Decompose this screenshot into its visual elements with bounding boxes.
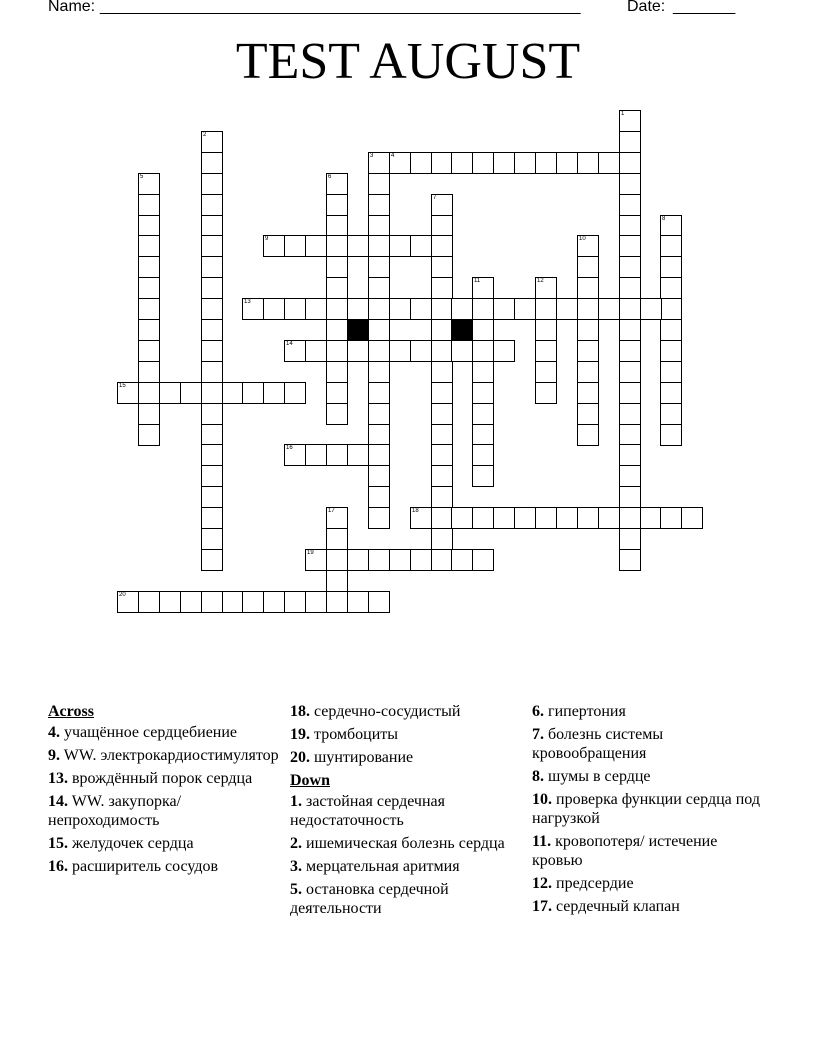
grid-cell[interactable]: [117, 382, 139, 404]
clues-column-1: [48, 702, 280, 880]
grid-cell[interactable]: [493, 340, 515, 362]
name-field[interactable]: ______________________________________________________: [100, 0, 581, 15]
down-heading: Down: [290, 772, 331, 789]
grid-cell[interactable]: [619, 361, 641, 383]
cell-number: 5: [140, 174, 144, 180]
across-clue-13: 13. врождённый порок сердца: [48, 770, 253, 787]
grid-cell[interactable]: [368, 298, 390, 320]
cell-number: 10: [579, 236, 586, 242]
grid-cell[interactable]: [138, 194, 160, 216]
grid-cell[interactable]: [180, 591, 202, 613]
cell-number: 7: [433, 195, 437, 201]
grid-cell[interactable]: [138, 340, 160, 362]
grid-cell[interactable]: [284, 591, 306, 613]
grid-cell[interactable]: [660, 298, 682, 320]
grid-cell[interactable]: [493, 152, 515, 174]
grid-cell[interactable]: [472, 507, 494, 529]
grid-cell[interactable]: [660, 235, 682, 257]
grid-cell[interactable]: [326, 340, 348, 362]
grid-cell[interactable]: [368, 361, 390, 383]
down-clue-2: 2. ишемическая болезнь сердца: [290, 835, 505, 852]
grid-cell[interactable]: [619, 215, 641, 237]
grid-cell[interactable]: [159, 591, 181, 613]
cell-number: 19: [307, 550, 314, 556]
across-clue-16: 16. расширитель сосудов: [48, 858, 219, 875]
grid-cell[interactable]: [598, 298, 620, 320]
grid-cell[interactable]: [660, 319, 682, 341]
grid-cell[interactable]: [535, 340, 557, 362]
grid-cell[interactable]: [619, 486, 641, 508]
grid-cell[interactable]: [619, 277, 641, 299]
grid-cell[interactable]: [201, 131, 223, 153]
grid-cell[interactable]: [138, 215, 160, 237]
down-clue-5: 5. остановка сердечной деятельности: [290, 881, 449, 917]
down-clue-7: 7. болезнь системы кровообращения: [532, 726, 664, 762]
grid-cell[interactable]: [368, 152, 390, 174]
grid-cell[interactable]: [577, 235, 599, 257]
grid-cell[interactable]: [368, 591, 390, 613]
grid-cell[interactable]: [619, 340, 641, 362]
cell-number: 17: [328, 508, 335, 514]
grid-cell[interactable]: [347, 298, 369, 320]
grid-cell[interactable]: [535, 152, 557, 174]
grid-cell[interactable]: [577, 361, 599, 383]
grid-cell[interactable]: [493, 507, 515, 529]
grid-cell[interactable]: [368, 194, 390, 216]
grid-cell[interactable]: [451, 298, 473, 320]
down-clue-11: 11. кровопотеря/ истечение кровью: [532, 833, 718, 869]
grid-cell[interactable]: [556, 152, 578, 174]
grid-cell[interactable]: [598, 152, 620, 174]
grid-cell[interactable]: [410, 152, 432, 174]
grid-cell[interactable]: [389, 152, 411, 174]
grid-cell[interactable]: [535, 298, 557, 320]
grid-cell[interactable]: [660, 215, 682, 237]
grid-cell[interactable]: [431, 465, 453, 487]
clues-column-2: [290, 702, 522, 922]
grid-cell[interactable]: [326, 256, 348, 278]
grid-cell[interactable]: [326, 235, 348, 257]
grid-cell[interactable]: [451, 507, 473, 529]
grid-cell[interactable]: [389, 549, 411, 571]
down-clue-12: 12. предсердие: [532, 875, 634, 892]
grid-cell[interactable]: [660, 340, 682, 362]
grid-cell[interactable]: [201, 444, 223, 466]
grid-cell[interactable]: [201, 549, 223, 571]
across-clue-18: 18. сердечно-сосудистый: [290, 703, 461, 720]
grid-cell[interactable]: [660, 277, 682, 299]
grid-cell[interactable]: [138, 591, 160, 613]
cell-number: 3: [370, 153, 374, 159]
grid-cell[interactable]: [619, 298, 641, 320]
cell-number: 12: [537, 278, 544, 284]
grid-cell[interactable]: [431, 235, 453, 257]
down-clue-3: 3. мерцательная аритмия: [290, 858, 460, 875]
grid-cell[interactable]: [284, 444, 306, 466]
grid-cell[interactable]: [138, 298, 160, 320]
cell-number: 14: [286, 341, 293, 347]
grid-cell[interactable]: [410, 549, 432, 571]
grid-cell[interactable]: [535, 361, 557, 383]
cell-number: 8: [662, 216, 666, 222]
down-clue-8: 8. шумы в сердце: [532, 768, 651, 785]
grid-cell[interactable]: [368, 215, 390, 237]
grid-cell[interactable]: [242, 382, 264, 404]
cell-number: 1: [621, 111, 625, 117]
grid-cell[interactable]: [431, 277, 453, 299]
grid-cell[interactable]: [619, 319, 641, 341]
grid-cell[interactable]: [368, 382, 390, 404]
grid-cell[interactable]: [577, 403, 599, 425]
grid-cell[interactable]: [535, 507, 557, 529]
grid-cell[interactable]: [201, 361, 223, 383]
across-clue-20: 20. шунтирование: [290, 749, 414, 766]
grid-cell[interactable]: [472, 340, 494, 362]
name-label: Name:: [48, 0, 96, 15]
grid-cell[interactable]: [472, 277, 494, 299]
grid-cell[interactable]: [514, 507, 536, 529]
grid-cell[interactable]: [619, 131, 641, 153]
grid-cell[interactable]: [431, 382, 453, 404]
grid-cell[interactable]: [263, 591, 285, 613]
grid-cell[interactable]: [138, 256, 160, 278]
black-square: [451, 319, 473, 341]
grid-cell[interactable]: [201, 215, 223, 237]
grid-cell[interactable]: [472, 382, 494, 404]
grid-cell[interactable]: [619, 152, 641, 174]
grid-cell[interactable]: [326, 298, 348, 320]
grid-cell[interactable]: [389, 340, 411, 362]
grid-cell[interactable]: [138, 403, 160, 425]
grid-cell[interactable]: [201, 486, 223, 508]
grid-cell[interactable]: [201, 591, 223, 613]
grid-cell[interactable]: [556, 298, 578, 320]
grid-cell[interactable]: [368, 424, 390, 446]
cell-number: 2: [203, 132, 207, 138]
grid-cell[interactable]: [368, 465, 390, 487]
grid-cell[interactable]: [472, 298, 494, 320]
grid-cell[interactable]: [431, 403, 453, 425]
grid-cell[interactable]: [242, 591, 264, 613]
grid-cell[interactable]: [619, 403, 641, 425]
grid-cell[interactable]: [535, 277, 557, 299]
grid-cell[interactable]: [472, 549, 494, 571]
grid-cell[interactable]: [431, 298, 453, 320]
grid-cell[interactable]: [284, 340, 306, 362]
grid-cell[interactable]: [368, 173, 390, 195]
grid-cell[interactable]: [117, 591, 139, 613]
grid-cell[interactable]: [619, 444, 641, 466]
grid-cell[interactable]: [556, 507, 578, 529]
grid-cell[interactable]: [431, 444, 453, 466]
grid-cell[interactable]: [389, 298, 411, 320]
grid-cell[interactable]: [326, 403, 348, 425]
grid-cell[interactable]: [201, 319, 223, 341]
grid-cell[interactable]: [660, 361, 682, 383]
across-clue-14: 14. WW. закупорка/непроходимость: [48, 793, 182, 829]
grid-cell[interactable]: [201, 256, 223, 278]
grid-cell[interactable]: [368, 256, 390, 278]
grid-cell[interactable]: [284, 298, 306, 320]
grid-cell[interactable]: [577, 152, 599, 174]
grid-cell[interactable]: [619, 424, 641, 446]
grid-cell[interactable]: [138, 235, 160, 257]
grid-cell[interactable]: [619, 110, 641, 132]
grid-cell[interactable]: [368, 277, 390, 299]
cell-number: 6: [328, 174, 332, 180]
grid-cell[interactable]: [201, 465, 223, 487]
grid-cell[interactable]: [619, 507, 641, 529]
grid-cell[interactable]: [619, 256, 641, 278]
grid-cell[interactable]: [472, 465, 494, 487]
down-clue-10: 10. проверка функции сердца под нагрузкой: [532, 791, 760, 827]
grid-cell[interactable]: [326, 194, 348, 216]
grid-cell[interactable]: [535, 319, 557, 341]
grid-cell[interactable]: [368, 507, 390, 529]
cell-number: 4: [391, 153, 395, 159]
grid-cell[interactable]: [472, 361, 494, 383]
grid-cell[interactable]: [431, 507, 453, 529]
across-clue-9: 9. WW. электрокардиостимулятор: [48, 747, 279, 764]
grid-cell[interactable]: [619, 194, 641, 216]
grid-cell[interactable]: [577, 507, 599, 529]
grid-cell[interactable]: [451, 340, 473, 362]
grid-cell[interactable]: [326, 319, 348, 341]
grid-cell[interactable]: [305, 591, 327, 613]
grid-cell[interactable]: [305, 549, 327, 571]
grid-cell[interactable]: [660, 256, 682, 278]
across-heading: Across: [48, 703, 94, 720]
grid-cell[interactable]: [347, 444, 369, 466]
cell-number: 13: [244, 299, 251, 305]
grid-cell[interactable]: [619, 382, 641, 404]
grid-cell[interactable]: [640, 507, 662, 529]
grid-cell[interactable]: [660, 507, 682, 529]
grid-cell[interactable]: [326, 549, 348, 571]
down-clue-17: 17. сердечный клапан: [532, 898, 680, 915]
grid-cell[interactable]: [222, 382, 244, 404]
grid-cell[interactable]: [410, 340, 432, 362]
grid-cell[interactable]: [472, 152, 494, 174]
grid-cell[interactable]: [326, 361, 348, 383]
grid-cell[interactable]: [368, 444, 390, 466]
grid-cell[interactable]: [598, 507, 620, 529]
grid-cell[interactable]: [577, 319, 599, 341]
grid-cell[interactable]: [514, 298, 536, 320]
cell-number: 20: [119, 592, 126, 598]
grid-cell[interactable]: [410, 298, 432, 320]
page-title: TEST AUGUST: [235, 33, 581, 90]
grid-cell[interactable]: [577, 340, 599, 362]
grid-cell[interactable]: [451, 152, 473, 174]
grid-cell[interactable]: [263, 298, 285, 320]
grid-cell[interactable]: [159, 382, 181, 404]
grid-cell[interactable]: [201, 403, 223, 425]
across-clue-19: 19. тромбоциты: [290, 726, 399, 743]
grid-cell[interactable]: [472, 424, 494, 446]
grid-cell[interactable]: [201, 507, 223, 529]
grid-cell[interactable]: [138, 382, 160, 404]
grid-cell[interactable]: [368, 403, 390, 425]
grid-cell[interactable]: [284, 235, 306, 257]
grid-cell[interactable]: [451, 549, 473, 571]
grid-cell[interactable]: [619, 235, 641, 257]
grid-cell[interactable]: [305, 235, 327, 257]
grid-cell[interactable]: [222, 591, 244, 613]
grid-cell[interactable]: [431, 215, 453, 237]
grid-cell[interactable]: [431, 528, 453, 550]
grid-cell[interactable]: [619, 465, 641, 487]
grid-cell[interactable]: [201, 152, 223, 174]
black-square: [347, 319, 369, 341]
grid-cell[interactable]: [431, 361, 453, 383]
down-clue-1: 1. застойная сердечная недостаточность: [290, 793, 445, 829]
grid-cell[interactable]: [577, 382, 599, 404]
grid-cell[interactable]: [326, 528, 348, 550]
cell-number: 18: [412, 508, 419, 514]
grid-cell[interactable]: [410, 235, 432, 257]
grid-cell[interactable]: [326, 444, 348, 466]
grid-cell[interactable]: [431, 319, 453, 341]
cell-number: 15: [119, 383, 126, 389]
grid-cell[interactable]: [472, 403, 494, 425]
grid-cell[interactable]: [347, 591, 369, 613]
grid-cell[interactable]: [431, 340, 453, 362]
grid-cell[interactable]: [201, 424, 223, 446]
grid-cell[interactable]: [201, 173, 223, 195]
grid-cell[interactable]: [284, 382, 306, 404]
grid-cell[interactable]: [431, 256, 453, 278]
grid-cell[interactable]: [619, 173, 641, 195]
grid-cell[interactable]: [242, 298, 264, 320]
grid-cell[interactable]: [305, 298, 327, 320]
grid-cell[interactable]: [410, 507, 432, 529]
grid-cell[interactable]: [619, 549, 641, 571]
grid-cell[interactable]: [201, 528, 223, 550]
grid-cell[interactable]: [431, 194, 453, 216]
grid-cell[interactable]: [201, 340, 223, 362]
grid-cell[interactable]: [138, 361, 160, 383]
across-clue-4: 4. учащённое сердцебиение: [48, 724, 238, 741]
grid-cell[interactable]: [577, 424, 599, 446]
grid-cell[interactable]: [326, 591, 348, 613]
grid-cell[interactable]: [138, 424, 160, 446]
grid-cell[interactable]: [389, 235, 411, 257]
grid-cell[interactable]: [326, 215, 348, 237]
grid-cell[interactable]: [347, 340, 369, 362]
grid-cell[interactable]: [201, 235, 223, 257]
grid-cell[interactable]: [201, 194, 223, 216]
grid-cell[interactable]: [263, 382, 285, 404]
grid-cell[interactable]: [431, 152, 453, 174]
grid-cell[interactable]: [577, 298, 599, 320]
grid-cell[interactable]: [368, 235, 390, 257]
grid-cell[interactable]: [431, 486, 453, 508]
grid-cell[interactable]: [138, 319, 160, 341]
grid-cell[interactable]: [368, 340, 390, 362]
grid-cell[interactable]: [326, 277, 348, 299]
grid-cell[interactable]: [305, 444, 327, 466]
grid-cell[interactable]: [326, 570, 348, 592]
grid-cell[interactable]: [138, 277, 160, 299]
grid-cell[interactable]: [368, 486, 390, 508]
cell-number: 11: [474, 278, 481, 284]
grid-cell[interactable]: [681, 507, 703, 529]
grid-cell[interactable]: [138, 173, 160, 195]
grid-cell[interactable]: [493, 298, 515, 320]
grid-cell[interactable]: [263, 235, 285, 257]
grid-cell[interactable]: [305, 340, 327, 362]
grid-cell[interactable]: [514, 152, 536, 174]
grid-cell[interactable]: [368, 549, 390, 571]
grid-cell[interactable]: [201, 277, 223, 299]
grid-cell[interactable]: [619, 528, 641, 550]
grid-cell[interactable]: [326, 173, 348, 195]
cell-number: 16: [286, 445, 293, 451]
grid-cell[interactable]: [660, 403, 682, 425]
grid-cell[interactable]: [660, 424, 682, 446]
down-clue-6: 6. гипертония: [532, 703, 626, 720]
grid-cell[interactable]: [201, 382, 223, 404]
grid-cell[interactable]: [347, 235, 369, 257]
grid-cell[interactable]: [535, 382, 557, 404]
grid-cell[interactable]: [431, 549, 453, 571]
date-label: Date:: [627, 0, 666, 15]
grid-cell[interactable]: [326, 382, 348, 404]
across-clue-15: 15. желудочек сердца: [48, 835, 194, 852]
grid-cell[interactable]: [201, 298, 223, 320]
grid-cell[interactable]: [180, 382, 202, 404]
date-field[interactable]: _______: [673, 0, 736, 15]
cell-number: 9: [265, 236, 269, 242]
grid-cell[interactable]: [660, 382, 682, 404]
grid-cell[interactable]: [347, 549, 369, 571]
grid-cell[interactable]: [472, 444, 494, 466]
grid-cell[interactable]: [368, 319, 390, 341]
grid-cell[interactable]: [431, 424, 453, 446]
grid-cell[interactable]: [472, 319, 494, 341]
grid-cell[interactable]: [326, 507, 348, 529]
grid-cell[interactable]: [577, 256, 599, 278]
clues-column-3: [532, 702, 764, 920]
grid-cell[interactable]: [577, 277, 599, 299]
grid-cell[interactable]: [640, 298, 662, 320]
